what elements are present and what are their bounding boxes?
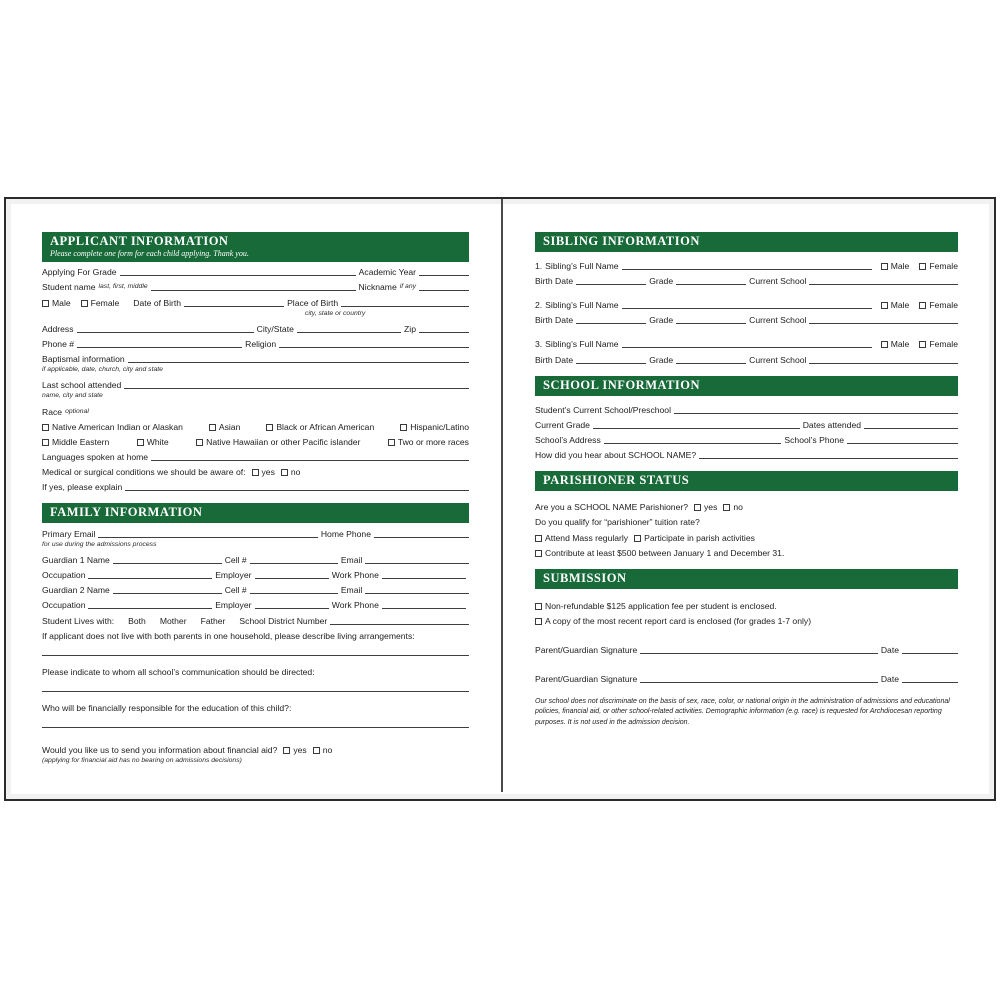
school-information-header (535, 376, 958, 396)
form-row (535, 533, 958, 543)
sibling-2-male-label: Male (890, 300, 910, 311)
form-row (42, 756, 469, 766)
nickname-label: Nickname (358, 282, 397, 293)
guardian2-name-line[interactable] (113, 592, 222, 594)
sibling-2-grade-label: Grade (649, 315, 674, 326)
date-1-label: Date (880, 644, 899, 655)
student-name-label: Student name (42, 282, 96, 293)
communication-label: Please indicate to whom all school’s communication should be directed: (42, 666, 315, 677)
application-form-sheet (4, 197, 996, 801)
form-row (305, 309, 469, 319)
race-middle-eastern-label: Middle Eastern (52, 436, 110, 447)
attend-mass-checkbox[interactable] (535, 535, 542, 542)
form-row (42, 391, 469, 401)
religion-line[interactable] (279, 346, 469, 348)
sibling-1-name-line[interactable] (622, 268, 872, 270)
section-title: SUBMISSION (543, 570, 627, 585)
date-2-line[interactable] (902, 681, 958, 683)
hear-about-line[interactable] (699, 457, 958, 459)
sibling-2-name-label: Sibling’s Full Name (545, 300, 619, 311)
form-row (42, 540, 469, 550)
guardian2-email-label: Email (340, 585, 363, 596)
tuition-rate-question-label: Do you qualify for “parishioner” tuition rate? (535, 517, 700, 528)
form-row (42, 467, 469, 477)
sibling-1-school-line[interactable] (809, 283, 958, 285)
guardian1-occupation-label: Occupation (42, 570, 86, 580)
form-row (535, 435, 958, 445)
guardian2-email-line[interactable] (365, 592, 469, 594)
sibling-2-birth-date-line[interactable] (576, 322, 646, 324)
parishioner-yes-label: yes (704, 502, 718, 513)
female-label: Female (90, 297, 120, 308)
school-address-label: School’s Address (535, 434, 601, 445)
form-row (535, 405, 958, 415)
school-phone-label: School’s Phone (784, 434, 844, 445)
last-school-label: Last school attended (42, 380, 122, 391)
form-row (42, 667, 469, 677)
sibling-3-male-checkbox[interactable] (881, 341, 888, 348)
form-row (535, 300, 958, 310)
hear-about-label: How did you hear about SCHOOL NAME? (535, 450, 697, 461)
guardian2-work-phone-line[interactable] (382, 607, 466, 609)
guardian1-occupation-line[interactable] (88, 577, 212, 579)
sibling-2-number: 2. (535, 300, 543, 311)
guardian1-email-label: Email (340, 554, 363, 565)
sibling-2-school-label: Current School (749, 315, 807, 326)
school-address-line[interactable] (604, 442, 782, 444)
sibling-2-birth-date-label: Birth Date (535, 315, 574, 326)
race-white-checkbox[interactable] (137, 439, 144, 446)
financially-responsible-line[interactable] (42, 726, 469, 728)
zip-label: Zip (404, 323, 416, 334)
signature-1-line[interactable] (640, 652, 878, 654)
sibling-3-number: 3. (535, 339, 543, 350)
if-yes-explain-line[interactable] (125, 489, 469, 491)
guardian2-name-label: Guardian 2 Name (42, 585, 110, 596)
guardian1-email-line[interactable] (365, 562, 469, 564)
section-title: SIBLING INFORMATION (543, 234, 700, 248)
lives-with-father-option[interactable]: Father (200, 615, 226, 626)
form-row (42, 585, 469, 595)
guardian1-cell-label: Cell # (224, 554, 247, 565)
if-yes-explain-label: If yes, please explain (42, 482, 123, 493)
sibling-3-school-label: Current School (749, 354, 807, 365)
form-row (42, 365, 469, 375)
form-row (535, 355, 958, 365)
race-two-or-more-label: Two or more races (397, 436, 469, 447)
race-label: Race (42, 406, 63, 417)
guardian2-occupation-label: Occupation (42, 600, 86, 611)
form-row (42, 631, 469, 641)
place-of-birth-line[interactable] (341, 305, 469, 307)
baptismal-label: Baptismal information (42, 354, 125, 365)
phone-label: Phone # (42, 338, 75, 349)
date-of-birth-line[interactable] (184, 305, 284, 307)
guardian1-work-phone-line[interactable] (382, 577, 466, 579)
sibling-3-birth-date-line[interactable] (576, 362, 646, 364)
attend-mass-label: Attend Mass regularly (545, 532, 629, 543)
guardian2-employer-label: Employer (215, 600, 252, 611)
last-school-line[interactable] (124, 387, 469, 389)
medical-yes-checkbox[interactable] (252, 469, 259, 476)
zip-line[interactable] (419, 331, 469, 333)
guardian1-cell-line[interactable] (250, 562, 338, 564)
financial-aid-no-label: no (322, 744, 333, 755)
signature-1-label: Parent/Guardian Signature (535, 644, 638, 655)
form-row (535, 601, 958, 611)
medical-yes-label: yes (261, 467, 275, 478)
sibling-1-female-checkbox[interactable] (919, 263, 926, 270)
page-left (6, 199, 500, 799)
section-title: APPLICANT INFORMATION (50, 234, 229, 248)
race-hawaiian-checkbox[interactable] (196, 439, 203, 446)
parishioner-status-header (535, 471, 958, 491)
form-row (42, 452, 469, 462)
form-row (42, 407, 469, 417)
form-row (42, 703, 469, 713)
address-line[interactable] (77, 331, 254, 333)
race-white-label: White (146, 436, 169, 447)
section-title: FAMILY INFORMATION (50, 505, 203, 520)
medical-label: Medical or surgical conditions we should be aware of: (42, 467, 246, 478)
form-row (42, 745, 469, 755)
parish-activities-label: Participate in parish activities (644, 532, 755, 543)
address-label: Address (42, 323, 74, 334)
family-information-header (42, 503, 469, 523)
form-row (42, 690, 469, 693)
religion-label: Religion (245, 338, 277, 349)
medical-no-label: no (290, 467, 301, 478)
sibling-2-grade-line[interactable] (676, 322, 746, 324)
section-title: SCHOOL INFORMATION (543, 377, 701, 392)
guardian2-work-phone-label: Work Phone (331, 600, 379, 611)
form-row (42, 529, 469, 539)
male-label: Male (52, 297, 71, 308)
section-subtitle: Please complete one form for each child applying. Thank you. (50, 249, 249, 258)
current-school-line[interactable] (674, 412, 958, 414)
home-phone-line[interactable] (374, 536, 469, 538)
school-district-line[interactable] (330, 623, 469, 625)
financial-aid-note: (applying for financial aid has no bearing on admissions decisions) (42, 756, 242, 764)
form-row (535, 548, 958, 558)
lives-with-mother-option[interactable]: Mother (159, 615, 187, 626)
financially-responsible-label: Who will be financially responsible for the education of this child?: (42, 702, 292, 713)
race-two-or-more-checkbox[interactable] (388, 439, 395, 446)
applicant-information-header (42, 232, 469, 262)
form-row (535, 276, 958, 286)
place-of-birth-note: city, state or country (305, 309, 366, 317)
report-card-checkbox[interactable] (535, 618, 542, 625)
guardian1-name-label: Guardian 1 Name (42, 554, 110, 565)
sibling-1-grade-label: Grade (649, 276, 674, 287)
sibling-1-name-label: Sibling’s Full Name (545, 261, 619, 271)
nondiscrimination-disclaimer: Our school does not discriminate on the basis of sex, race, color, or national origin in the administration of admissions and educational policies, financial aid, or other school-related activities. Demographic information (e.g. race) is requested for Archdiocesan reporting purposes. It is not used in the admission decision. (535, 697, 950, 726)
financial-aid-yes-checkbox[interactable] (283, 747, 290, 754)
form-row (535, 502, 958, 512)
race-native-american-label: Native American Indian or Alaskan (52, 421, 183, 432)
guardian1-employer-line[interactable] (255, 577, 329, 579)
form-row (42, 654, 469, 657)
current-school-label: Student’s Current School/Preschool (535, 404, 671, 415)
sibling-2-school-line[interactable] (809, 322, 958, 324)
form-row (42, 354, 469, 364)
city-state-line[interactable] (297, 331, 401, 333)
sibling-3-birth-date-label: Birth Date (535, 354, 574, 365)
baptismal-line[interactable] (128, 361, 469, 363)
form-row (42, 600, 469, 610)
form-row (535, 517, 958, 527)
race-note: optional (65, 407, 89, 415)
race-hispanic-label: Hispanic/Latino (410, 421, 469, 432)
signature-2-line[interactable] (640, 681, 878, 683)
sibling-3-name-label: Sibling’s Full Name (545, 339, 619, 350)
student-lives-with-label: Student Lives with: (42, 615, 115, 626)
sibling-3-grade-line[interactable] (676, 362, 746, 364)
financial-aid-yes-label: yes (293, 744, 307, 755)
baptismal-note: if applicable, date, church, city and state (42, 366, 163, 374)
home-phone-label: Home Phone (320, 528, 371, 539)
nickname-note: if any (399, 283, 416, 291)
guardian2-occupation-line[interactable] (88, 607, 212, 609)
city-state-label: City/State (256, 323, 294, 334)
student-name-line[interactable] (151, 289, 356, 291)
sibling-3-female-label: Female (929, 339, 958, 350)
parishioner-yes-checkbox[interactable] (694, 504, 701, 511)
form-row (42, 726, 469, 729)
form-row (42, 298, 469, 308)
place-of-birth-label: Place of Birth (287, 297, 339, 308)
race-middle-eastern-checkbox[interactable] (42, 439, 49, 446)
parishioner-no-label: no (733, 502, 743, 513)
guardian2-employer-line[interactable] (255, 607, 329, 609)
medical-no-checkbox[interactable] (281, 469, 288, 476)
financial-aid-no-checkbox[interactable] (313, 747, 320, 754)
sibling-1-birth-date-line[interactable] (576, 283, 646, 285)
current-grade-label: Current Grade (535, 419, 590, 430)
report-card-label: A copy of the most recent report card is enclosed (for grades 1-7 only) (545, 615, 812, 626)
academic-year-label: Academic Year (358, 267, 416, 278)
form-row (42, 555, 469, 565)
form-row (42, 339, 469, 349)
form-row (535, 261, 958, 271)
nickname-line[interactable] (419, 289, 469, 291)
form-row (535, 450, 958, 460)
sibling-2-male-checkbox[interactable] (881, 302, 888, 309)
applying-for-grade-label: Applying For Grade (42, 267, 117, 278)
lives-with-both-option[interactable]: Both (128, 615, 146, 626)
page-right (500, 199, 994, 799)
form-row (42, 380, 469, 390)
signature-2-label: Parent/Guardian Signature (535, 673, 638, 684)
form-row (42, 324, 469, 334)
race-asian-label: Asian (218, 421, 241, 432)
sibling-1-male-label: Male (890, 261, 910, 271)
form-row (535, 645, 958, 655)
form-row (535, 339, 958, 349)
sibling-1-number: 1. (535, 261, 543, 271)
guardian1-work-phone-label: Work Phone (331, 570, 379, 580)
sibling-1-school-label: Current School (749, 276, 807, 287)
race-hispanic-checkbox[interactable] (400, 424, 407, 431)
form-row (535, 616, 958, 626)
date-2-label: Date (880, 673, 899, 684)
primary-email-label: Primary Email (42, 528, 96, 539)
parishioner-no-checkbox[interactable] (723, 504, 730, 511)
sibling-3-female-checkbox[interactable] (919, 341, 926, 348)
communication-line[interactable] (42, 690, 469, 692)
sibling-2-female-label: Female (929, 300, 958, 311)
race-asian-checkbox[interactable] (209, 424, 216, 431)
parish-activities-checkbox[interactable] (634, 535, 641, 542)
form-row (42, 267, 469, 277)
parishioner-question-label: Are you a SCHOOL NAME Parishioner? (535, 502, 688, 513)
dates-attended-line[interactable] (864, 427, 958, 429)
race-black-label: Black or African American (276, 421, 375, 432)
guardian1-employer-label: Employer (215, 570, 252, 580)
race-options-row-2 (42, 437, 469, 447)
student-name-note: last, first, middle (98, 283, 148, 291)
living-arrangements-line[interactable] (42, 654, 469, 656)
sibling-1-male-checkbox[interactable] (881, 263, 888, 270)
race-options-row-1 (42, 422, 469, 432)
guardian1-name-line[interactable] (113, 562, 222, 564)
contribute-checkbox[interactable] (535, 550, 542, 557)
form-row (42, 616, 469, 626)
financial-aid-label: Would you like us to send you information about financial aid? (42, 744, 278, 755)
race-hawaiian-label: Native Hawaiian or other Pacific islander (206, 436, 361, 447)
school-phone-line[interactable] (847, 442, 958, 444)
sibling-1-birth-date-label: Birth Date (535, 276, 574, 287)
languages-line[interactable] (151, 459, 469, 461)
primary-email-line[interactable] (98, 536, 317, 538)
submission-header (535, 569, 958, 589)
form-row (42, 482, 469, 492)
sibling-2-name-line[interactable] (622, 307, 872, 309)
contribute-label: Contribute at least $500 between January 1 and December 31. (545, 547, 785, 558)
page-fold-divider (501, 199, 503, 792)
fee-enclosed-label: Non-refundable $125 application fee per student is enclosed. (545, 600, 777, 611)
section-title: PARISHIONER STATUS (543, 473, 690, 488)
form-row (42, 282, 469, 292)
female-checkbox[interactable] (81, 300, 88, 307)
fee-enclosed-checkbox[interactable] (535, 603, 542, 610)
sibling-1-female-label: Female (929, 261, 958, 271)
sibling-3-school-line[interactable] (809, 362, 958, 364)
last-school-note: name, city and state (42, 392, 103, 400)
academic-year-line[interactable] (419, 274, 469, 276)
sibling-3-male-label: Male (890, 339, 910, 350)
sibling-3-grade-label: Grade (649, 354, 674, 365)
school-district-label: School District Number (239, 615, 328, 626)
form-row (535, 420, 958, 430)
sibling-3-name-line[interactable] (622, 346, 872, 348)
phone-line[interactable] (77, 346, 242, 348)
guardian2-cell-label: Cell # (224, 585, 247, 596)
male-checkbox[interactable] (42, 300, 49, 307)
sibling-2-female-checkbox[interactable] (919, 302, 926, 309)
applying-for-grade-line[interactable] (120, 274, 356, 276)
dates-attended-label: Dates attended (802, 419, 862, 430)
form-row (535, 674, 958, 684)
date-1-line[interactable] (902, 652, 958, 654)
living-arrangements-label: If applicant does not live with both parents in one household, please describe living arrangements: (42, 630, 415, 641)
form-row (535, 315, 958, 325)
race-native-american-checkbox[interactable] (42, 424, 49, 431)
guardian2-cell-line[interactable] (250, 592, 338, 594)
current-grade-line[interactable] (593, 427, 800, 429)
sibling-1-grade-line[interactable] (676, 283, 746, 285)
date-of-birth-label: Date of Birth (133, 297, 182, 308)
race-black-checkbox[interactable] (266, 424, 273, 431)
languages-label: Languages spoken at home (42, 452, 149, 463)
form-row (42, 570, 469, 580)
primary-email-note: for use during the admissions process (42, 540, 157, 548)
sibling-information-header (535, 232, 958, 252)
